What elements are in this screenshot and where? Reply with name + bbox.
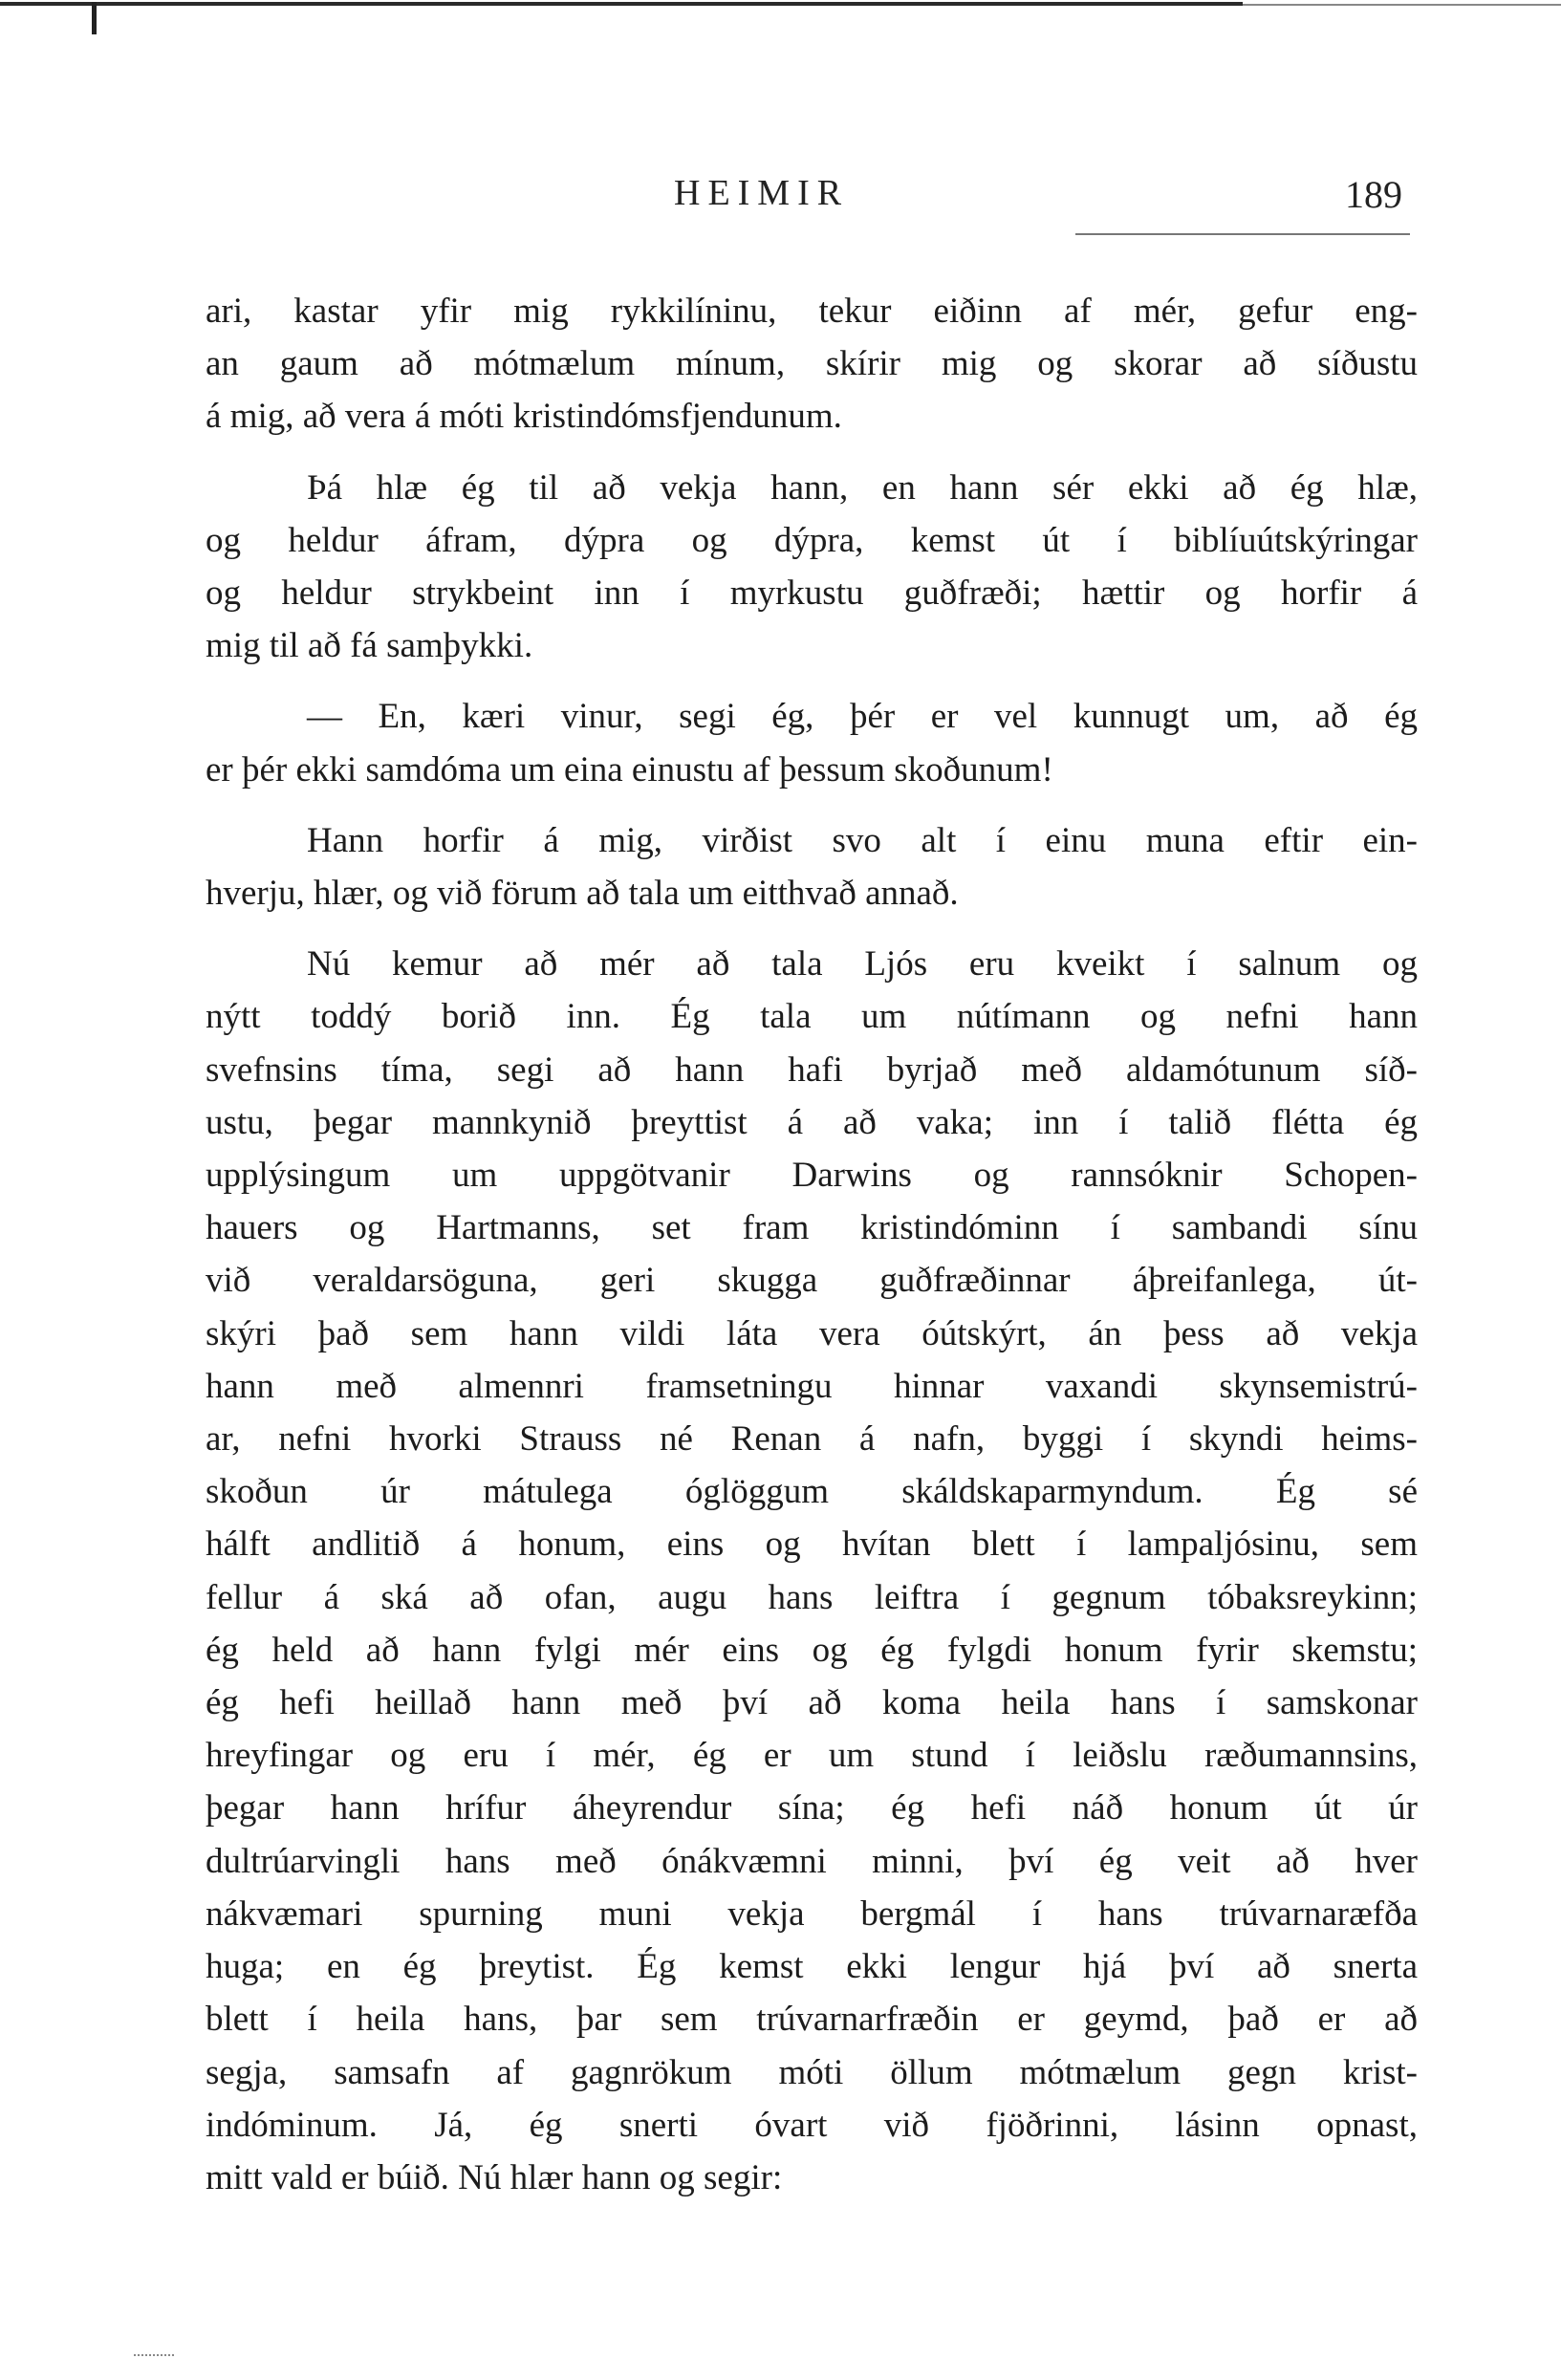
text-line: ég held að hann fylgi mér eins og ég fylgdi honum fyrir skemstu; [206,1630,1418,1670]
text-line: á mig, að vera á móti kristindómsfjendunum. [206,397,842,437]
paragraph [206,814,1418,920]
text-line: upplýsingum um uppgötvanir Darwins og rannsóknir Schopen- [206,1156,1418,1196]
paragraph [206,938,1418,2204]
text-line: ustu, þegar mannkynið þreyttist á að vaka; inn í talið flétta ég [206,1102,1418,1142]
text-line: skoðun úr mátulega óglöggum skáldskaparmyndum. Ég sé [206,1472,1418,1512]
scan-foot-mark [134,2354,174,2362]
text-line: blett í heila hans, þar sem trúvarnarfræðin er geymd, það er að [206,2000,1418,2040]
text-line: segja, samsafn af gagnrökum móti öllum mótmælum gegn krist- [206,2052,1418,2092]
text-line: ar, nefni hvorki Strauss né Renan á nafn, byggi í skyndi heims- [206,1419,1418,1460]
paragraph [206,285,1418,444]
text-line: — En, kæri vinur, segi ég, þér er vel kunnugt um, að ég [307,697,1418,737]
text-line: mig til að fá samþykki. [206,626,533,666]
text-line: og heldur strykbeint inn í myrkustu guðfræði; hættir og horfir á [206,573,1418,614]
text-line: dultrúarvingli hans með ónákvæmni minni, því ég veit að hver [206,1841,1418,1881]
header-rule [1075,233,1410,235]
scan-edge-line [0,0,1561,13]
running-header [0,172,1561,229]
text-line: og heldur áfram, dýpra og dýpra, kemst út í biblíuútskýringar [206,520,1418,560]
text-line: þegar hann hrífur áheyrendur sína; ég hefi náð honum út úr [206,1788,1418,1828]
text-line: ég hefi heillað hann með því að koma heila hans í samskonar [206,1683,1418,1723]
text-line: nákvæmari spurning muni vekja bergmál í hans trúvarnaræfða [206,1893,1418,1934]
text-line: hreyfingar og eru í mér, ég er um stund í leiðslu ræðumannsins, [206,1736,1418,1776]
text-line: mitt vald er búið. Nú hlær hann og segir: [206,2157,783,2197]
text-line: hálft andlitið á honum, eins og hvítan blett í lampaljósinu, sem [206,1525,1418,1565]
text-line: skýri það sem hann vildi láta vera óútskýrt, án þess að vekja [206,1313,1418,1353]
paragraph [206,690,1418,795]
text-line: ari, kastar yfir mig rykkilíninu, tekur eiðinn af mér, gefur eng- [206,292,1418,331]
text-line: Þá hlæ ég til að vekja hann, en hann sér ekki að ég hlæ, [307,467,1418,508]
body-text [206,285,1418,2222]
text-line: svefnsins tíma, segi að hann hafi byrjað með aldamótunum síð- [206,1049,1418,1090]
paragraph [206,462,1418,673]
text-line: Nú kemur að mér að tala Ljós eru kveikt í salnum og [307,944,1418,984]
text-line: indóminum. Já, ég snerti óvart við fjöðrinni, lásinn opnast, [206,2105,1418,2145]
page-number: 189 [1345,173,1402,216]
text-line: huga; en ég þreytist. Ég kemst ekki lengur hjá því að snerta [206,1947,1418,1987]
text-line: hann með almennri framsetningu hinnar vaxandi skynsemistrú- [206,1366,1418,1406]
running-title: HEIMIR [674,173,850,213]
text-line: hauers og Hartmanns, set fram kristindóminn í sambandi sínu [206,1208,1418,1248]
text-line: er þér ekki samdóma um eina einustu af þessum skoðunum! [206,749,1053,790]
text-line: an gaum að mótmælum mínum, skírir mig og skorar að síðustu [206,344,1418,384]
text-line: hverju, hlær, og við förum að tala um eitthvað annað. [206,874,959,914]
text-line: fellur á ská að ofan, augu hans leiftra í gegnum tóbaksreykinn; [206,1577,1418,1617]
text-line: nýtt toddý borið inn. Ég tala um nútímann og nefni hann [206,997,1418,1037]
scan-edge-mark [92,2,97,34]
text-line: við veraldarsöguna, geri skugga guðfræðinnar áþreifanlega, út- [206,1261,1418,1301]
text-line: Hann horfir á mig, virðist svo alt í einu muna eftir ein- [307,820,1418,860]
